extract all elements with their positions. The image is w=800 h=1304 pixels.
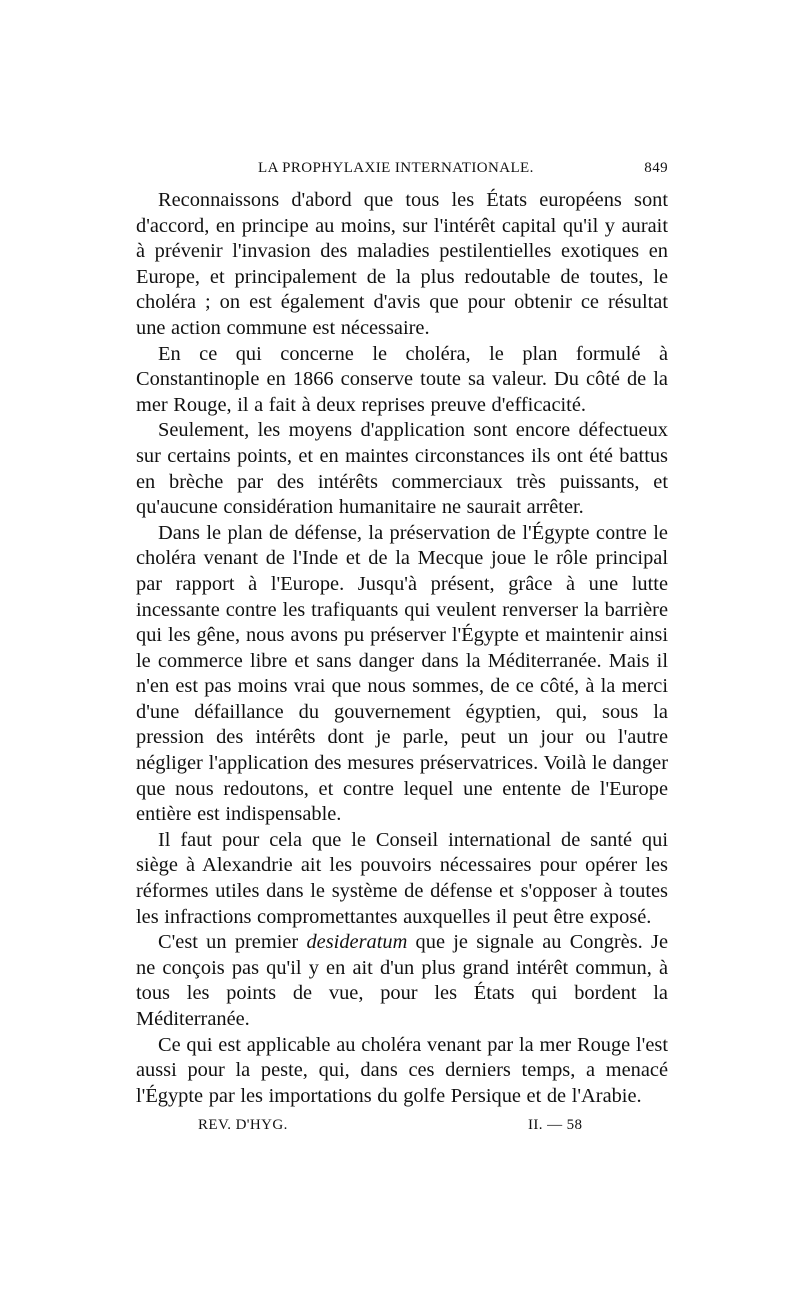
- paragraph-5: [136, 828, 668, 930]
- paragraph-6-text-end: que je signale au Congrès. Je ne conçois pas qu'il y en ait d'un plus grand intérêt commun, à tous les points de vue, pour les États qui bordent la Méditerranée.: [136, 931, 669, 1030]
- paragraph-4-text: Dans le plan de défense, la préservation de l'Égypte contre le choléra venant de l'Inde et de la Mecque joue le rôle principal par rapport à l'Europe. Jusqu'à présent, grâce à une lutte incessante contre les trafiquants qui veulent renverser la barrière qui les gêne, nous avons pu préserver l'Égypte et maintenir ainsi le commerce libre et sans danger dans la Méditerranée. Mais il n'en est pas moins vrai que nous sommes, de ce côté, à la merci d'une défaillance du gouvernement égyptien, qui, sous la pression des intérêts dont je parle, peut un jour ou l'autre négliger l'application des mesures préservatrices. Voilà le danger que nous redoutons, et contre lequel une entente de l'Europe entière est indispensable.: [136, 521, 668, 826]
- paragraph-7: [136, 1033, 668, 1110]
- paragraph-6: [136, 930, 668, 1032]
- italic-term: desideratum: [306, 931, 408, 954]
- running-head: [136, 160, 668, 188]
- running-title: LA PROPHYLAXIE INTERNATIONALE.: [258, 160, 534, 176]
- paragraph-5-text: Il faut pour cela que le Conseil international de santé qui siège à Alexandrie ait les pouvoirs nécessaires pour opérer les réformes utiles dans le système de défense et s'opposer à toutes les infractions compromettantes auxquelles il peut être exposé.: [136, 828, 668, 928]
- paragraph-4: [136, 521, 668, 828]
- book-page: [136, 160, 668, 1139]
- paragraph-3-text: Seulement, les moyens d'application sont encore défectueux sur certains points, et en maintes circonstances ils ont été battus en brèche par des intérêts commerciaux très puissants, et qu'aucune considération humanitaire ne saurait arrêter.: [136, 419, 668, 519]
- paragraph-1-text: Reconnaissons d'abord que tous les États européens sont d'accord, en principe au moins, sur l'intérêt capital qu'il y aurait à prévenir l'invasion des maladies pestilentielles exotiques en Europe, et principalement de la plus redoutable de toutes, le choléra ; on est également d'avis que pour obtenir ce résultat une action commune est nécessaire.: [136, 189, 668, 339]
- paragraph-2-text: En ce qui concerne le choléra, le plan formulé à Constantinople en 1866 conserve toute sa valeur. Du côté de la mer Rouge, il a fait à deux reprises preuve d'efficacité.: [136, 342, 668, 416]
- paragraph-2: [136, 342, 668, 419]
- paragraph-6-text-start: C'est un premier: [158, 931, 307, 954]
- page-footer: [136, 1113, 668, 1139]
- paragraph-3: [136, 418, 668, 520]
- paragraph-1: [136, 188, 668, 342]
- page-number: 849: [644, 160, 668, 176]
- signature-mark: REV. D'HYG.: [198, 1117, 288, 1134]
- paragraph-7-text: Ce qui est applicable au choléra venant par la mer Rouge l'est aussi pour la peste, qui, dans ces derniers temps, a menacé l'Égypte par les importations du golfe Persique et de l'Arabie.: [136, 1033, 668, 1107]
- sheet-mark: II. — 58: [528, 1117, 583, 1134]
- body-text: [136, 188, 668, 1109]
